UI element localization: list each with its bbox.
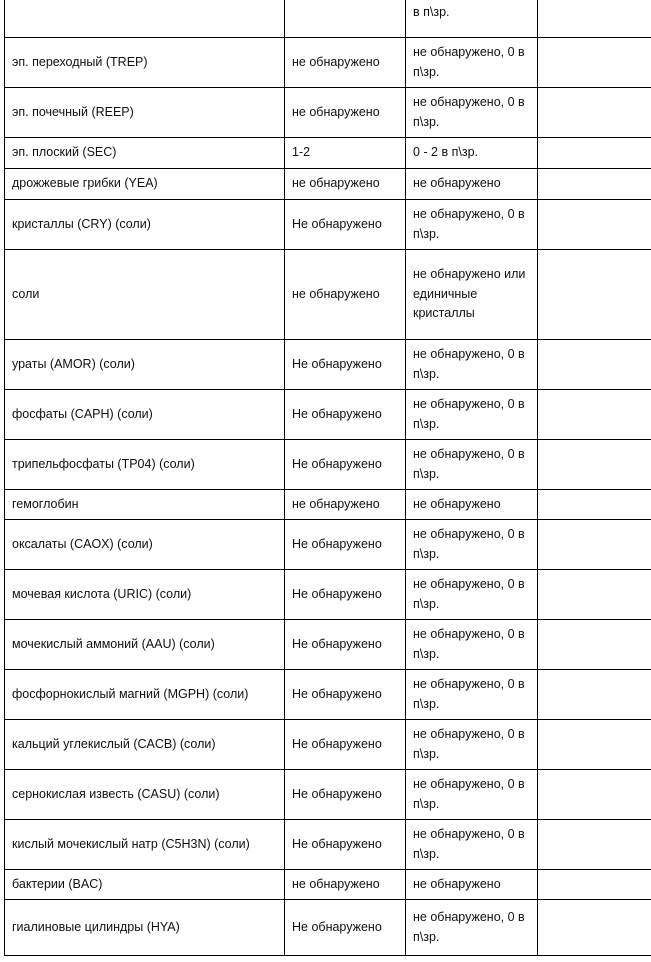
reference-cell: не обнаружено, 0 в п\зр. (406, 720, 538, 770)
table-row (5, 390, 651, 440)
reference-cell: не обнаружено, 0 в п\зр. (406, 570, 538, 620)
note-cell (538, 138, 651, 169)
test-name-cell: кислый мочекислый натр (C5H3N) (соли) (5, 820, 285, 870)
table-row (5, 250, 651, 340)
table-row (5, 200, 651, 250)
table-row (5, 169, 651, 200)
result-cell: Не обнаружено (285, 520, 406, 570)
reference-cell: не обнаружено, 0 в п\зр. (406, 620, 538, 670)
result-cell: Не обнаружено (285, 440, 406, 490)
reference-cell: 0 - 2 в п\зр. (406, 138, 538, 169)
table-row (5, 770, 651, 820)
note-cell (538, 490, 651, 520)
result-cell: Не обнаружено (285, 770, 406, 820)
note-cell (538, 520, 651, 570)
test-name-cell (5, 0, 285, 38)
note-cell (538, 620, 651, 670)
result-cell: не обнаружено (285, 250, 406, 340)
table-row (5, 0, 651, 38)
note-cell (538, 340, 651, 390)
note-cell (538, 720, 651, 770)
table-row (5, 138, 651, 169)
reference-cell: не обнаружено, 0 в п\зр. (406, 770, 538, 820)
result-cell: не обнаружено (285, 38, 406, 88)
reference-cell: не обнаружено, 0 в п\зр. (406, 440, 538, 490)
test-name-cell: гиалиновые цилиндры (HYA) (5, 900, 285, 956)
note-cell (538, 900, 651, 956)
result-cell: Не обнаружено (285, 720, 406, 770)
test-name-cell: мочекислый аммоний (AAU) (соли) (5, 620, 285, 670)
table-row (5, 670, 651, 720)
table-row (5, 720, 651, 770)
reference-cell: не обнаружено (406, 169, 538, 200)
reference-cell: не обнаружено, 0 в п\зр. (406, 520, 538, 570)
note-cell (538, 169, 651, 200)
test-name-cell: оксалаты (CAOX) (соли) (5, 520, 285, 570)
test-name-cell: соли (5, 250, 285, 340)
table-row (5, 440, 651, 490)
table-row (5, 820, 651, 870)
table-row (5, 570, 651, 620)
reference-cell: в п\зр. (406, 0, 538, 38)
result-cell: не обнаружено (285, 169, 406, 200)
table-row (5, 38, 651, 88)
result-cell: не обнаружено (285, 88, 406, 138)
table-row (5, 620, 651, 670)
note-cell (538, 820, 651, 870)
note-cell (538, 770, 651, 820)
test-name-cell: бактерии (BAC) (5, 870, 285, 900)
note-cell (538, 88, 651, 138)
reference-cell: не обнаружено, 0 в п\зр. (406, 200, 538, 250)
test-name-cell: фосфорнокислый магний (MGPH) (соли) (5, 670, 285, 720)
reference-cell: не обнаружено, 0 в п\зр. (406, 900, 538, 956)
test-name-cell: кристаллы (CRY) (соли) (5, 200, 285, 250)
result-cell: не обнаружено (285, 870, 406, 900)
test-name-cell: дрожжевые грибки (YEA) (5, 169, 285, 200)
result-cell (285, 0, 406, 38)
reference-cell: не обнаружено или единичные кристаллы (406, 250, 538, 340)
test-name-cell: ураты (AMOR) (соли) (5, 340, 285, 390)
result-cell: 1-2 (285, 138, 406, 169)
result-cell: Не обнаружено (285, 820, 406, 870)
note-cell (538, 250, 651, 340)
reference-cell: не обнаружено, 0 в п\зр. (406, 38, 538, 88)
note-cell (538, 440, 651, 490)
note-cell (538, 670, 651, 720)
result-cell: Не обнаружено (285, 570, 406, 620)
result-cell: не обнаружено (285, 490, 406, 520)
reference-cell: не обнаружено (406, 870, 538, 900)
test-name-cell: эп. переходный (TREP) (5, 38, 285, 88)
test-name-cell: фосфаты (CAPH) (соли) (5, 390, 285, 440)
test-name-cell: гемоглобин (5, 490, 285, 520)
test-name-cell: трипельфосфаты (TP04) (соли) (5, 440, 285, 490)
test-name-cell: кальций углекислый (CACB) (соли) (5, 720, 285, 770)
test-name-cell: сернокислая известь (CASU) (соли) (5, 770, 285, 820)
note-cell (538, 200, 651, 250)
result-cell: Не обнаружено (285, 390, 406, 440)
reference-cell: не обнаружено, 0 в п\зр. (406, 390, 538, 440)
reference-cell: не обнаружено, 0 в п\зр. (406, 88, 538, 138)
reference-cell: не обнаружено, 0 в п\зр. (406, 670, 538, 720)
table-row (5, 88, 651, 138)
test-name-cell: эп. плоский (SEC) (5, 138, 285, 169)
test-name-cell: эп. почечный (REEP) (5, 88, 285, 138)
table-row (5, 900, 651, 956)
note-cell (538, 390, 651, 440)
table-row (5, 490, 651, 520)
result-cell: Не обнаружено (285, 900, 406, 956)
note-cell (538, 870, 651, 900)
result-cell: Не обнаружено (285, 200, 406, 250)
result-cell: Не обнаружено (285, 620, 406, 670)
reference-cell: не обнаружено (406, 490, 538, 520)
urinalysis-table (4, 0, 651, 956)
test-name-cell: мочевая кислота (URIC) (соли) (5, 570, 285, 620)
reference-cell: не обнаружено, 0 в п\зр. (406, 340, 538, 390)
table-row (5, 340, 651, 390)
table-row (5, 870, 651, 900)
reference-cell: не обнаружено, 0 в п\зр. (406, 820, 538, 870)
result-cell: Не обнаружено (285, 670, 406, 720)
table-row (5, 520, 651, 570)
note-cell (538, 0, 651, 38)
note-cell (538, 570, 651, 620)
result-cell: Не обнаружено (285, 340, 406, 390)
note-cell (538, 38, 651, 88)
